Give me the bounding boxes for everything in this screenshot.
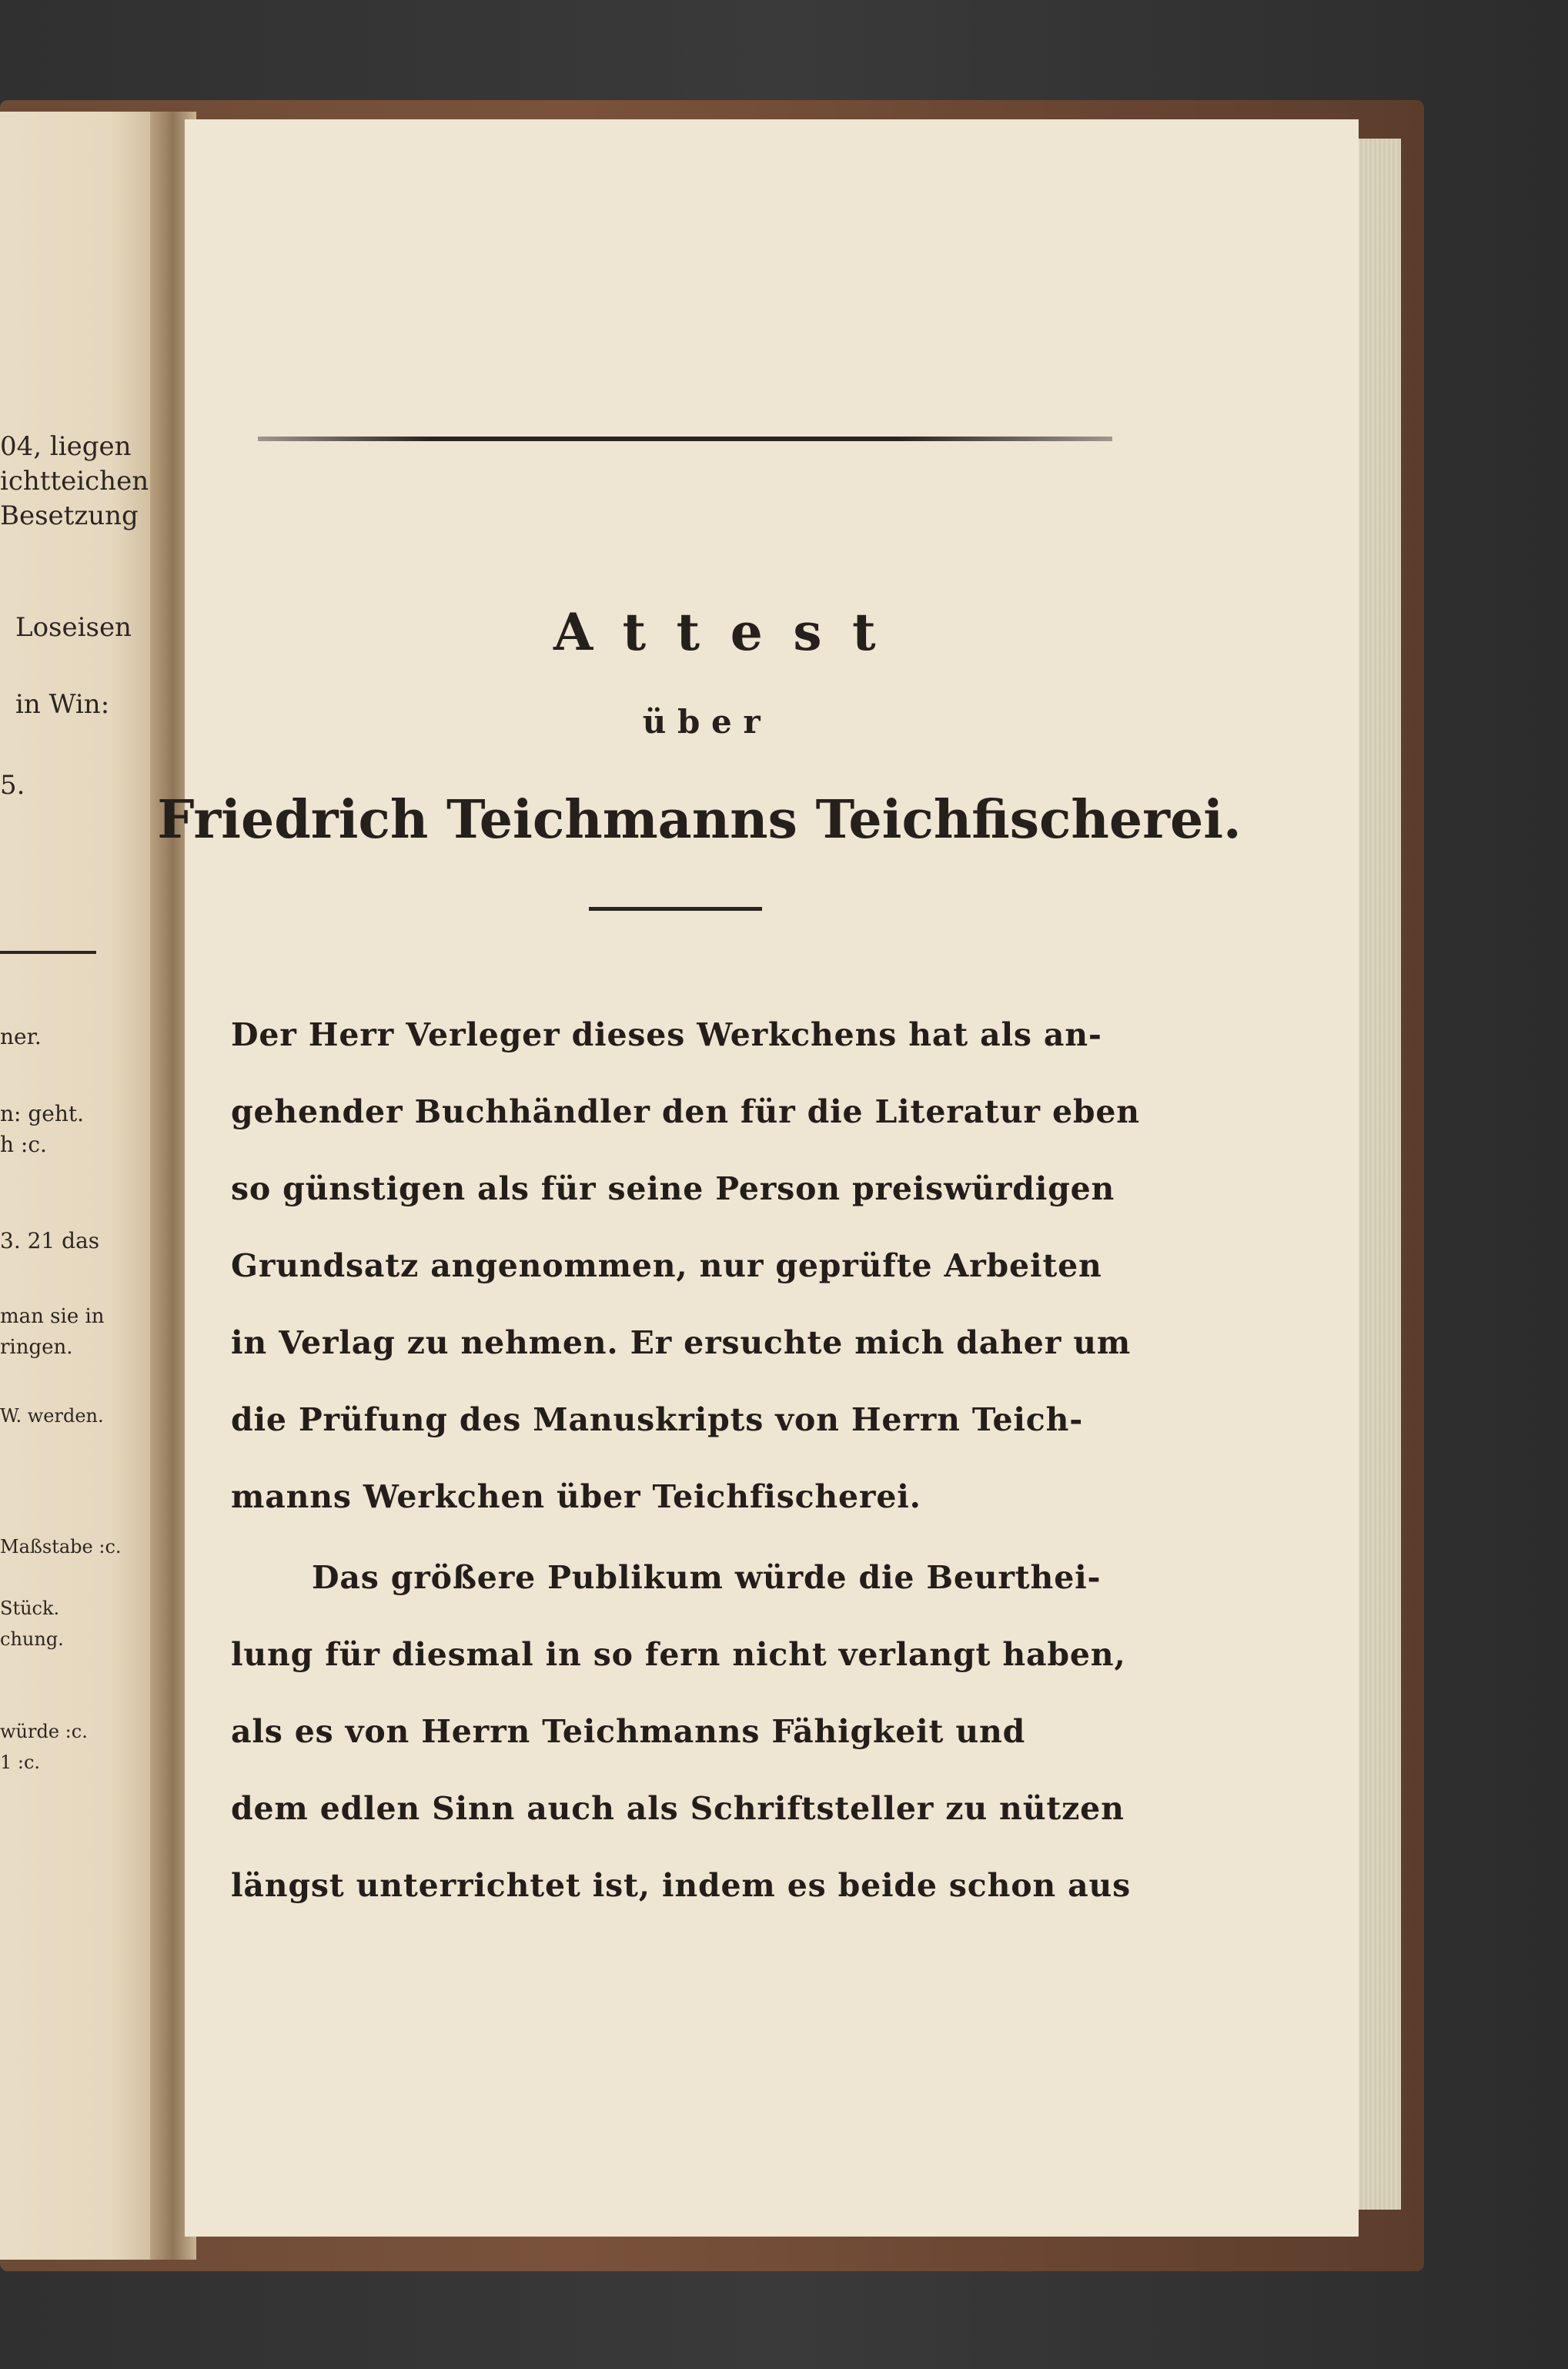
- heading-ueber: über: [642, 703, 772, 741]
- text-line: längst unterrichtet ist, indem es beide schon aus: [231, 1867, 1132, 1904]
- page-fore-edge: [1355, 139, 1401, 2210]
- left-fragment: Stück.: [0, 1598, 60, 1619]
- left-fragment: Maßstabe :c.: [0, 1536, 122, 1558]
- top-rule: [258, 437, 1112, 441]
- text-line: Das größere Publikum würde die Beurthei-: [312, 1559, 1102, 1596]
- left-fragment: Loseisen: [15, 612, 132, 643]
- text-line: Grundsatz angenommen, nur geprüfte Arbeiten: [231, 1247, 1102, 1284]
- heading-attest: Attest: [553, 602, 907, 662]
- left-page: [0, 112, 158, 2260]
- left-fragment: man sie in: [0, 1305, 105, 1328]
- section-rule: [589, 907, 762, 911]
- left-fragment: ner.: [0, 1024, 42, 1049]
- left-fragment: ichtteichen: [0, 466, 149, 497]
- left-fragment: h :c.: [0, 1132, 47, 1157]
- text-line: als es von Herrn Teichmanns Fähigkeit und: [231, 1713, 1026, 1750]
- text-line: Der Herr Verleger dieses Werkchens hat als an-: [231, 1016, 1102, 1053]
- left-fragment: 5.: [0, 770, 25, 801]
- left-fragment: in Win:: [15, 689, 110, 720]
- left-fragment: 3. 21 das: [0, 1228, 100, 1253]
- text-line: die Prüfung des Manuskripts von Herrn Teich-: [231, 1401, 1084, 1438]
- text-line: dem edlen Sinn auch als Schriftsteller zu nützen: [231, 1790, 1125, 1827]
- left-fragment: 04, liegen: [0, 431, 132, 462]
- left-rule: [0, 951, 96, 954]
- text-line: manns Werkchen über Teichfischerei.: [231, 1478, 921, 1515]
- left-fragment: ringen.: [0, 1336, 73, 1359]
- left-fragment: Besetzung: [0, 500, 139, 531]
- text-line: in Verlag zu nehmen. Er ersuchte mich daher um: [231, 1324, 1132, 1361]
- left-fragment: 1 :c.: [0, 1752, 41, 1773]
- heading-title: Friedrich Teichmanns Teichfischerei.: [157, 789, 1242, 851]
- text-line: gehender Buchhändler den für die Literatur eben: [231, 1093, 1140, 1130]
- left-fragment: würde :c.: [0, 1721, 88, 1742]
- left-fragment: chung.: [0, 1628, 64, 1650]
- left-fragment: W. werden.: [0, 1405, 104, 1427]
- text-line: so günstigen als für seine Person preiswürdigen: [231, 1170, 1115, 1207]
- left-fragment: n: geht.: [0, 1101, 85, 1126]
- text-line: lung für diesmal in so fern nicht verlangt haben,: [231, 1636, 1126, 1673]
